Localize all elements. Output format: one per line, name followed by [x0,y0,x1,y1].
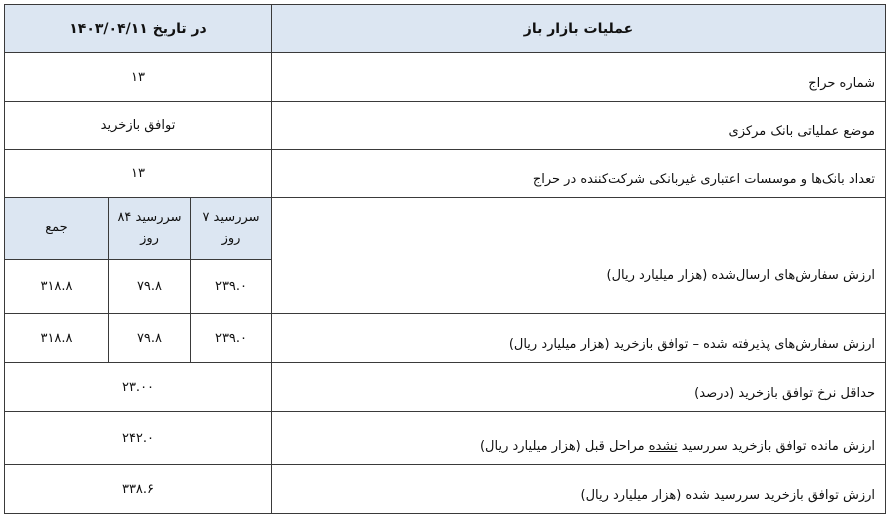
subheader-7-day: سررسید ۷ روز [191,198,272,260]
table-date: در تاریخ ۱۴۰۳/۰۴/۱۱ [5,5,272,53]
submitted-7-day: ۲۳۹.۰ [191,260,272,314]
min-rate-label: حداقل نرخ توافق بازخرید (درصد) [272,363,886,412]
remaining-label-start: ارزش مانده توافق بازخرید سررسید [677,439,875,454]
auction-number-value: ۱۳ [5,53,272,102]
remaining-label-end: مراحل قبل (هزار میلیارد ریال) [479,439,649,454]
accepted-7-day: ۲۳۹.۰ [191,314,272,363]
subheader-84-day: سررسید ۸۴ روز [109,198,191,260]
participants-label: تعداد بانک‌ها و موسسات اعتباری غیربانکی شرکت‌کننده در حراج [272,150,886,198]
table-title: عملیات بازار باز [272,5,886,53]
submitted-label: ارزش سفارش‌های ارسال‌شده (هزار میلیارد ریال) [272,198,886,314]
remaining-label-underlined: نشده [648,439,678,454]
remaining-label [272,412,886,465]
cb-position-label: موضع عملیاتی بانک مرکزی [272,102,886,150]
cb-position-value: توافق بازخرید [5,102,272,150]
participants-value: ۱۳ [5,150,272,198]
auction-number-label: شماره حراج [272,53,886,102]
open-market-table-wrap [4,4,886,514]
submitted-84-day: ۷۹.۸ [109,260,191,314]
min-rate-value: ۲۳.۰۰ [5,363,272,412]
accepted-label: ارزش سفارش‌های پذیرفته شده – توافق بازخرید (هزار میلیارد ریال) [272,314,886,363]
open-market-operations-table [4,4,886,514]
accepted-total: ۳۱۸.۸ [5,314,109,363]
subheader-total: جمع [5,198,109,260]
matured-value: ۳۳۸.۶ [5,465,272,514]
accepted-84-day: ۷۹.۸ [109,314,191,363]
submitted-total: ۳۱۸.۸ [5,260,109,314]
remaining-value: ۲۴۲.۰ [5,412,272,465]
matured-label: ارزش توافق بازخرید سررسید شده (هزار میلیارد ریال) [272,465,886,514]
